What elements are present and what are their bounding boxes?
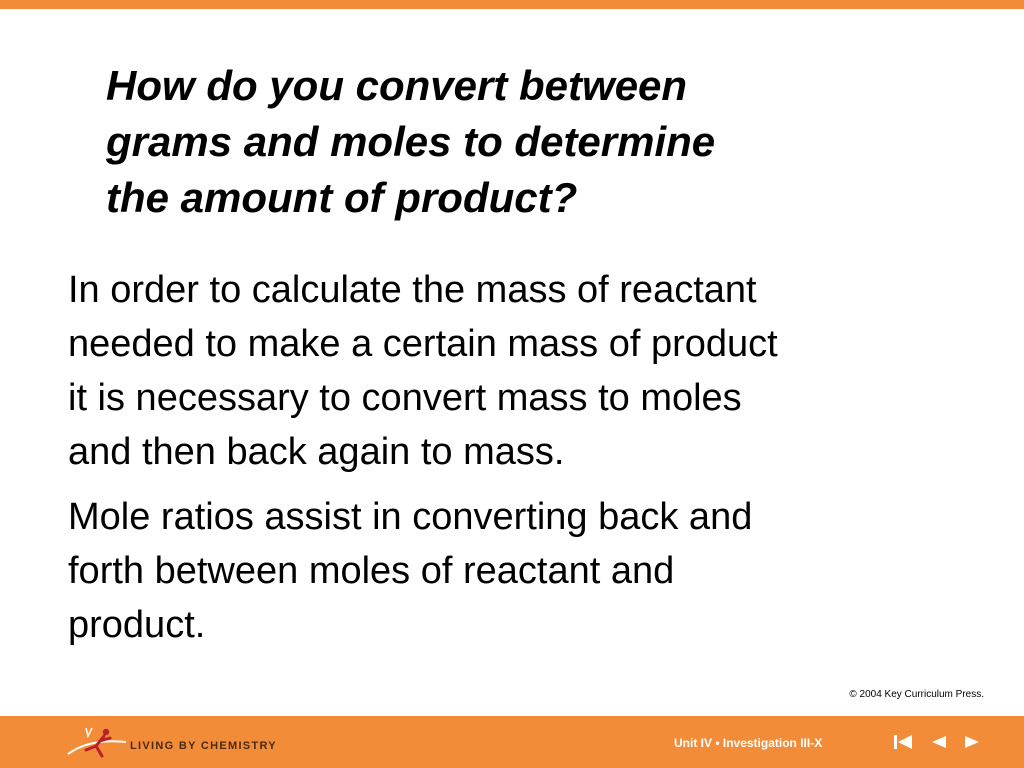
triangle-left-icon [929,733,949,751]
top-accent-bar [0,0,1024,9]
title-line: How do you convert between [106,62,688,109]
title-line: the amount of product? [106,174,578,221]
previous-slide-button[interactable] [929,733,949,751]
triangle-right-icon [962,733,982,751]
title-line: grams and moles to determine [106,118,716,165]
copyright-notice: © 2004 Key Curriculum Press. [849,689,984,700]
first-slide-button[interactable] [893,733,913,751]
skip-to-start-icon [893,733,913,751]
body-paragraph-mole-ratios [68,490,968,652]
running-figure-icon [66,724,128,760]
slide-body [68,263,968,663]
body-line: and then back again to mass. [68,431,565,473]
body-line: needed to make a certain mass of product [68,323,778,365]
body-line: In order to calculate the mass of reactant [68,269,757,311]
body-line: product. [68,604,206,646]
body-paragraph-mass-conversion [68,263,968,479]
body-line: it is necessary to convert mass to moles [68,377,742,419]
body-line: forth between moles of reactant and [68,550,675,592]
slide-title [106,58,906,226]
unit-investigation-label: Unit IV • Investigation III-X [674,736,823,750]
living-by-chemistry-logo [66,724,306,760]
body-line: Mole ratios assist in converting back and [68,496,753,538]
footer-bar [0,716,1024,768]
logo-text: LIVING BY CHEMISTRY [130,740,277,752]
next-slide-button[interactable] [962,733,982,751]
